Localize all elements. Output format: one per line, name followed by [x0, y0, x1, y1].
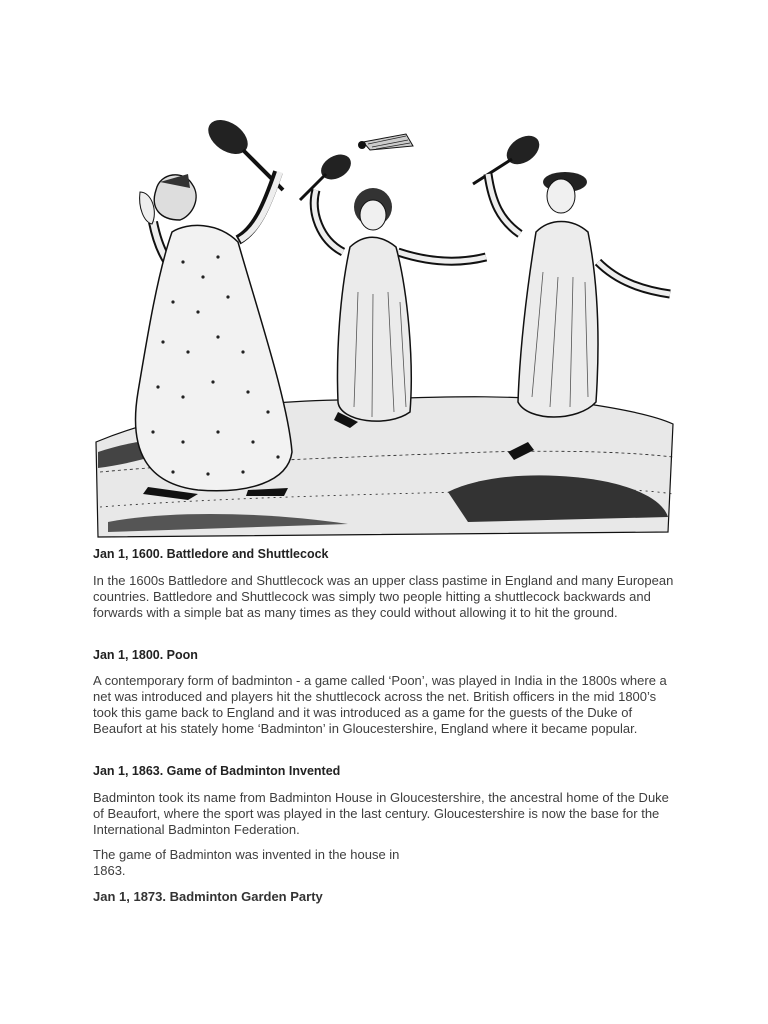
entry-heading-1863: Jan 1, 1863. Game of Badminton Invented [93, 764, 341, 778]
entry-paragraph-1863-b: The game of Badminton was invented in the house in 1863. [93, 847, 400, 878]
entry-heading-1600: Jan 1, 1600. Battledore and Shuttlecock [93, 547, 329, 561]
middle-figure [300, 149, 486, 428]
battledore-illustration [88, 112, 680, 542]
entry-paragraph-1800: A contemporary form of badminton - a game called ‘Poon’, was played in India in the 1800s where a net was introduced and players hit the shuttlecock across the net. British officers in the mid 1800’s took this game back to England and it was introduced as a game for the guests of the Duke of Beaufort at his stately home ‘Badminton’ in Gloucestershire, England where it became popular. [93, 673, 667, 736]
entry-paragraph-1600: In the 1600s Battledore and Shuttlecock was an upper class pastime in England and many European countries. Battledore and Shuttlecock was simply two people hitting a shuttlecock backwards and forwards with a simple bat as many times as they could without allowing it to hit the ground. [93, 573, 674, 620]
entry-heading-1873: Jan 1, 1873. Badminton Garden Party [93, 889, 323, 904]
entry-paragraph-1863-a: Badminton took its name from Badminton House in Gloucestershire, the ancestral home of the Duke of Beaufort, where the sport was played in the last century. Gloucestershire is now the base for the International Badminton Federation. [93, 790, 669, 837]
left-figure [136, 113, 293, 500]
entry-heading-1800: Jan 1, 1800. Poon [93, 648, 198, 662]
shuttlecock-drawing [358, 134, 413, 150]
